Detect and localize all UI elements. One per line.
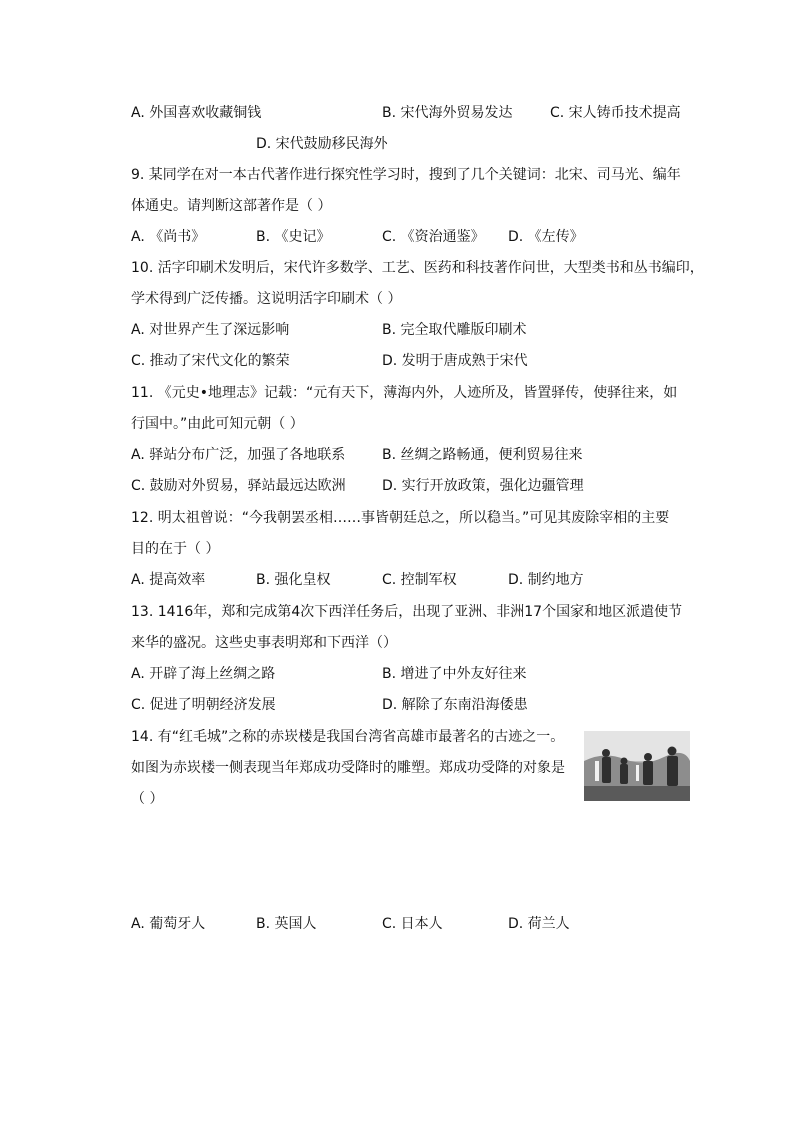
- q9-option-a: A. 《尚书》: [131, 229, 206, 245]
- q13-stem-line-2: 来华的盛况。这些史事表明郑和下西洋（）: [131, 635, 397, 651]
- q10-option-b: B. 完全取代雕版印刷术: [382, 322, 527, 338]
- q14-stem-line-1: 14. 有“红毛城”之称的赤崁楼是我国台湾省高雄市最著名的古迹之一。: [131, 729, 565, 745]
- q12-stem-line-1: 12. 明太祖曾说：“今我朝罢丞相……事皆朝廷总之，所以稳当。”可见其废除宰相的主要: [131, 510, 670, 526]
- q14-stem-line-3: （ ）: [131, 791, 164, 807]
- q11-stem-line-1: 11. 《元史•地理志》记载：“元有天下，薄海内外，人迹所及，皆置驿传，使驿往来，如: [131, 385, 678, 401]
- q14-option-c: C. 日本人: [382, 916, 443, 932]
- q8-option-d: D. 宋代鼓励移民海外: [256, 136, 388, 152]
- q12-option-c: C. 控制军权: [382, 572, 457, 588]
- q11-option-d: D. 实行开放政策，强化边疆管理: [382, 478, 584, 494]
- q13-stem-line-1: 13. 1416年，郑和完成第4次下西洋任务后，出现了亚洲、非洲17个国家和地区派遣使节: [131, 604, 683, 620]
- q10-stem-line-1: 10. 活字印刷术发明后，宋代许多数学、工艺、医药和科技著作问世，大型类书和丛书编印，: [131, 260, 704, 276]
- sculpture-photo: [584, 731, 690, 801]
- q14-stem-line-2: 如图为赤崁楼一侧表现当年郑成功受降时的雕塑。郑成功受降的对象是: [131, 760, 565, 776]
- q13-option-d: D. 解除了东南沿海倭患: [382, 697, 528, 713]
- q9-option-d: D. 《左传》: [508, 229, 584, 245]
- q11-option-a: A. 驿站分布广泛，加强了各地联系: [131, 447, 346, 463]
- q14-option-b: B. 英国人: [256, 916, 317, 932]
- q13-option-a: A. 开辟了海上丝绸之路: [131, 666, 276, 682]
- q12-option-b: B. 强化皇权: [256, 572, 331, 588]
- q12-option-d: D. 制约地方: [508, 572, 584, 588]
- q11-stem-line-2: 行国中。”由此可知元朝（ ）: [131, 416, 304, 432]
- q8-option-c: C. 宋人铸币技术提高: [550, 105, 681, 121]
- q14-option-d: D. 荷兰人: [508, 916, 570, 932]
- q8-option-a: A. 外国喜欢收藏铜钱: [131, 105, 262, 121]
- q11-option-c: C. 鼓励对外贸易，驿站最远达欧洲: [131, 478, 346, 494]
- q13-option-c: C. 促进了明朝经济发展: [131, 697, 276, 713]
- q10-option-a: A. 对世界产生了深远影响: [131, 322, 290, 338]
- q10-option-c: C. 推动了宋代文化的繁荣: [131, 353, 290, 369]
- q8-option-b: B. 宋代海外贸易发达: [382, 105, 513, 121]
- q9-stem-line-1: 9. 某同学在对一本古代著作进行探究性学习时，搜到了几个关键词：北宋、司马光、编年: [131, 167, 681, 183]
- q11-option-b: B. 丝绸之路畅通，便利贸易往来: [382, 447, 583, 463]
- q10-stem-line-2: 学术得到广泛传播。这说明活字印刷术（ ）: [131, 291, 402, 307]
- q12-stem-line-2: 目的在于（ ）: [131, 541, 220, 557]
- q9-option-b: B. 《史记》: [256, 229, 331, 245]
- sculpture-figures-image: [584, 731, 690, 801]
- q10-option-d: D. 发明于唐成熟于宋代: [382, 353, 528, 369]
- q14-option-a: A. 葡萄牙人: [131, 916, 206, 932]
- q12-option-a: A. 提高效率: [131, 572, 206, 588]
- q13-option-b: B. 增进了中外友好往来: [382, 666, 527, 682]
- q9-stem-line-2: 体通史。请判断这部著作是（ ）: [131, 198, 332, 214]
- q9-option-c: C. 《资治通鉴》: [382, 229, 485, 245]
